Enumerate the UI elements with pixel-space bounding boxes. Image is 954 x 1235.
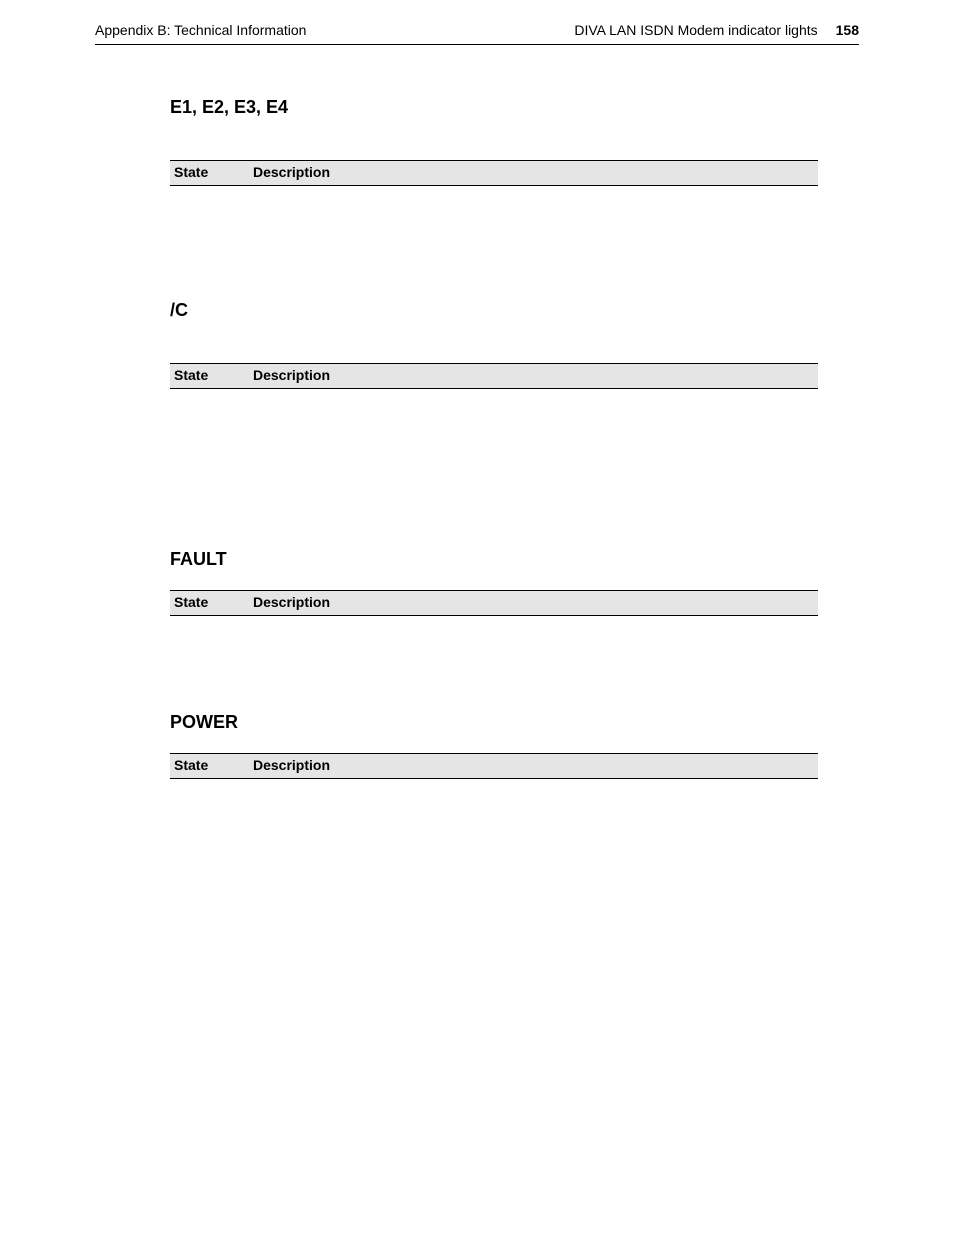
- column-header-state: State: [170, 591, 249, 616]
- state-table-power: [170, 753, 818, 779]
- section-heading-c: /C: [170, 300, 188, 320]
- state-table-c: [170, 363, 818, 389]
- table-header-row: [170, 161, 818, 186]
- table-header-row: [170, 754, 818, 779]
- column-header-description: Description: [249, 754, 818, 779]
- column-header-state: State: [170, 161, 249, 186]
- table-header-row: [170, 591, 818, 616]
- page-number: 158: [835, 22, 859, 38]
- section-title-text: DIVA LAN ISDN Modem indicator lights: [574, 22, 818, 38]
- section-title: [574, 22, 859, 38]
- section-heading-fault: FAULT: [170, 549, 227, 569]
- state-table-fault: [170, 590, 818, 616]
- section-heading-e1-e4: E1, E2, E3, E4: [170, 97, 289, 117]
- chapter-title: Appendix B: Technical Information: [95, 22, 307, 38]
- column-header-state: State: [170, 754, 249, 779]
- column-header-state: State: [170, 364, 249, 389]
- column-header-description: Description: [249, 364, 818, 389]
- section-heading-power: POWER: [170, 712, 239, 732]
- table-header-row: [170, 364, 818, 389]
- column-header-description: Description: [249, 161, 818, 186]
- column-header-description: Description: [249, 591, 818, 616]
- state-table-e1-e4: [170, 160, 818, 186]
- running-header: [95, 20, 859, 45]
